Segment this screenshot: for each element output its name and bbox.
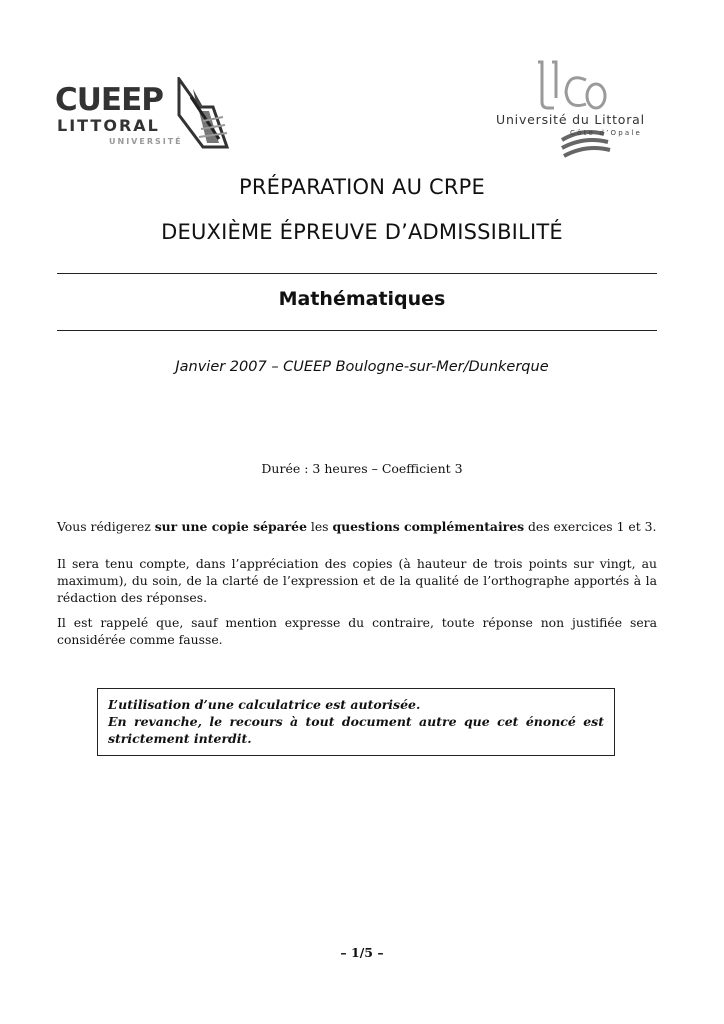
- instruction-paragraph-3: Il est rappelé que, sauf mention expresse du contraire, toute réponse non justifiée sera considérée comme fausse.: [57, 615, 657, 647]
- ulco-logo: [492, 58, 662, 168]
- duration-coefficient: Durée : 3 heures – Coefficient 3: [261, 461, 463, 476]
- calculator-notice-box: [97, 688, 615, 756]
- instruction-1-emphasis-copy: sur une copie séparée: [154, 519, 307, 534]
- cueep-logo-line2: LITTORAL: [57, 116, 160, 135]
- instruction-paragraph-1: [57, 518, 657, 535]
- ulco-logo-subtitle: Côte d’Opale: [570, 129, 643, 137]
- divider-bottom: [57, 330, 657, 331]
- cueep-logo-line1: CUEEP: [55, 82, 163, 118]
- page-number: – 1/5 –: [340, 945, 384, 960]
- notice-line-2: En revanche, le recours à tout document autre que cet énoncé est strictement interdit.: [108, 714, 604, 746]
- subject-heading: Mathématiques: [278, 288, 446, 310]
- session-info: Janvier 2007 – CUEEP Boulogne-sur-Mer/Dunkerque: [175, 359, 549, 375]
- divider-top: [57, 273, 657, 274]
- instruction-paragraph-2: Il sera tenu compte, dans l’appréciation des copies (à hauteur de trois points sur vingt, au maximum), du soin, de la clarté de l’expression et de la qualité de l’orthographe apportés à la rédaction des réponses.: [57, 556, 657, 605]
- cueep-logo: [55, 77, 235, 149]
- cueep-logo-line3: UNIVERSITÉ: [109, 137, 183, 146]
- ulco-logo-name: Université du Littoral: [496, 112, 645, 127]
- cueep-emblem-icon: [173, 77, 233, 149]
- instruction-1-text-c: les: [306, 519, 333, 534]
- page-title-line1: PRÉPARATION AU CRPE: [238, 175, 486, 199]
- page-title-line2: DEUXIÈME ÉPREUVE D’ADMISSIBILITÉ: [161, 220, 563, 244]
- notice-line-1: L’utilisation d’une calculatrice est autorisée.: [108, 697, 421, 712]
- instruction-1-text-e: des exercices 1 et 3.: [524, 519, 657, 534]
- instruction-1-text-a: Vous rédigerez: [57, 519, 155, 534]
- instruction-1-emphasis-questions: questions complémentaires: [332, 519, 525, 534]
